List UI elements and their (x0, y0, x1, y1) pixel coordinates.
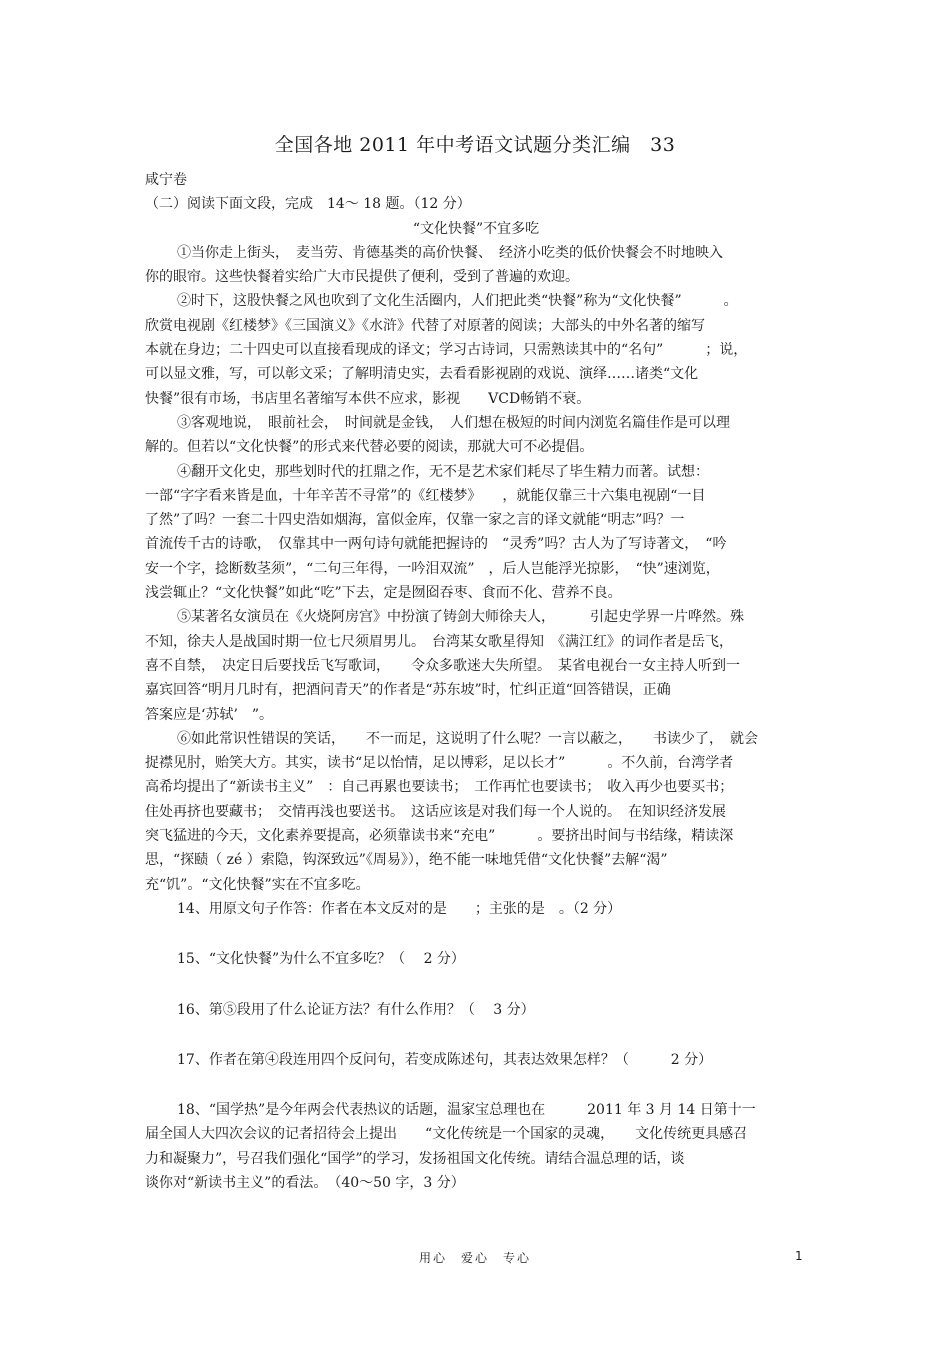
paragraph-6-line-4: 住处再挤也要藏书； 交情再浅也要送书。 这话应该是对我们每一个人说的。 在知识经济发展 (145, 803, 726, 820)
paragraph-4-line-4: 首流传千古的诗歌， 仅靠其中一两句诗句就能把握诗的 “灵秀”吗？古人为了写诗著文， “吟 (145, 536, 727, 553)
region-label: 咸宁卷 (145, 172, 187, 188)
page-title: 全国各地 2011 年中考语文试题分类汇编 33 (274, 134, 676, 156)
paragraph-4-line-2: 一部“字字看来皆是血，十年辛苦不寻常”的《红楼梦》 ，就能仅靠三十六集电视剧“一目 (145, 487, 706, 504)
question-16: 16、第⑤段用了什么论证方法？有什么作用？（ 3 分） (177, 1001, 535, 1018)
question-18-line-2: 届全国人大四次会议的记者招待会上提出 “文化传统是一个国家的灵魂， 文化传统更具感召 (145, 1126, 748, 1143)
answer-space (145, 972, 807, 998)
paragraph-4-line-6: 浅尝辄止？“文化快餐”如此“吃”下去，定是囫囵吞枣、食而不化、营养不良。 (145, 585, 622, 602)
article-title: “文化快餐”不宜多吃 (412, 220, 540, 237)
question-14: 14、用原文句子作答：作者在本文反对的是 ；主张的是 。（2 分） (177, 900, 622, 917)
paragraph-4-line-3: 了然”了吗？一套二十四史浩如烟海，富似金库，仅靠一家之言的译文就能“明志”吗？一 (145, 512, 685, 529)
paragraph-2-line-4: 可以显文雅，写，可以彰文采；了解明清史实，去看看影视剧的戏说、演绎……诸类“文化 (145, 366, 699, 383)
question-18-line-3: 力和凝聚力”，号召我们强化“国学”的学习，发扬祖国文化传统。请结合温总理的话，谈 (145, 1150, 685, 1167)
paragraph-2-line-2: 欣赏电视剧《红楼梦》《三国演义》《水浒》代替了对原著的阅读；大部头的中外名著的缩写 (145, 317, 705, 334)
section-heading: （二）阅读下面文段，完成 14～ 18 题。（12 分） (145, 196, 471, 213)
paragraph-6-line-3: 高希均提出了“新读书主义” ：自己再累也要读书； 工作再忙也要读书； 收入再少也要买书； (145, 779, 734, 796)
paragraph-6-line-5: 突飞猛进的今天，文化素养要提高，必须靠读书来“充电” 。要挤出时间与书结缘，精读深 (145, 828, 734, 845)
paragraph-6-line-7: 充“饥”。“文化快餐”实在不宜多吃。 (145, 876, 370, 893)
answer-space (145, 1072, 807, 1098)
question-15: 15、“文化快餐”为什么不宜多吃？（ 2 分） (177, 951, 465, 968)
question-18-line-1: 18、“国学热”是今年两会代表热议的话题，温家宝总理也在 2011 年 3 月 14 日第十一 (177, 1102, 756, 1119)
document-body (145, 168, 807, 1195)
page-number: 1 (795, 1249, 803, 1263)
paragraph-5-line-3: 喜不自禁， 决定日后要找岳飞写歌词， 令众多歌迷大失所望。 某省电视台一女主持人听到一 (145, 657, 740, 674)
paragraph-1-line-1: ①当你走上街头， 麦当劳、肯德基类的高价快餐、 经济小吃类的低价快餐会不时地映入 (177, 244, 723, 261)
paragraph-6-line-6: 思，“探赜（ zé ）索隐，钩深致远”《周易》），绝不能一味地凭借“文化快餐”去解“渴” (145, 852, 668, 869)
paragraph-5-line-1: ⑤某著名女演员在《火烧阿房宫》中扮演了铸剑大师徐夫人， 引起史学界一片哗然。殊 (177, 609, 744, 626)
answer-space (145, 1022, 807, 1048)
page-footer: 用心 爱心 专心 (418, 1251, 531, 1265)
paragraph-2-line-5: 快餐”很有市场，书店里名著缩写本供不应求，影视 VCD畅销不衰。 (145, 390, 591, 407)
paragraph-4-line-1: ④翻开文化史，那些划时代的扛鼎之作，无不是艺术家们耗尽了毕生精力而著。试想： (177, 463, 709, 480)
paragraph-2-line-1: ②时下，这股快餐之风也吹到了文化生活圈内，人们把此类“快餐”称为“文化快餐” 。 (177, 293, 738, 310)
paragraph-2-line-3: 本就在身边；二十四史可以直接看现成的译文；学习古诗词，只需熟读其中的“名句” ；说， (145, 342, 748, 359)
answer-space (145, 921, 807, 947)
paragraph-3-line-2: 解的。但若以“文化快餐”的形式来代替必要的阅读，那就大可不必提倡。 (145, 439, 594, 456)
question-17: 17、作者在第④段连用四个反问句，若变成陈述句，其表达效果怎样？（ 2 分） (177, 1051, 713, 1068)
paragraph-3-line-1: ③客观地说， 眼前社会， 时间就是金钱， 人们想在极短的时间内浏览名篇佳作是可以理 (177, 414, 730, 431)
question-18-line-4: 谈你对“新读书主义”的看法。 （40～50 字，3 分） (145, 1174, 465, 1191)
paragraph-6-line-1: ⑥如此常识性错误的笑话， 不一而足，这说明了什么呢？一言以蔽之， 书读少了， 就会 (177, 730, 758, 747)
paragraph-5-line-2: 不知，徐夫人是战国时期一位七尺须眉男儿。 台湾某女歌星得知 《满江红》的词作者是岳飞， (145, 633, 733, 650)
paragraph-5-line-5: 答案应是‘苏轼’ ”。 (145, 706, 274, 723)
paragraph-6-line-2: 捉襟见肘，贻笑大方。其实，读书“足以怡情，足以博彩，足以长才” 。不久前，台湾学者 (145, 755, 734, 772)
paragraph-4-line-5: 安一个字，捻断数茎须”，“二句三年得，一吟泪双流” ，后人岂能浮光掠影， “快”速浏览， (145, 560, 720, 577)
paragraph-5-line-4: 嘉宾回答“明月几时有，把酒问青天”的作者是“苏东坡”时，忙纠正道“回答错误，正确 (145, 682, 671, 699)
paragraph-1-line-2: 你的眼帘。这些快餐着实给广大市民提供了便利，受到了普遍的欢迎。 (145, 269, 579, 286)
